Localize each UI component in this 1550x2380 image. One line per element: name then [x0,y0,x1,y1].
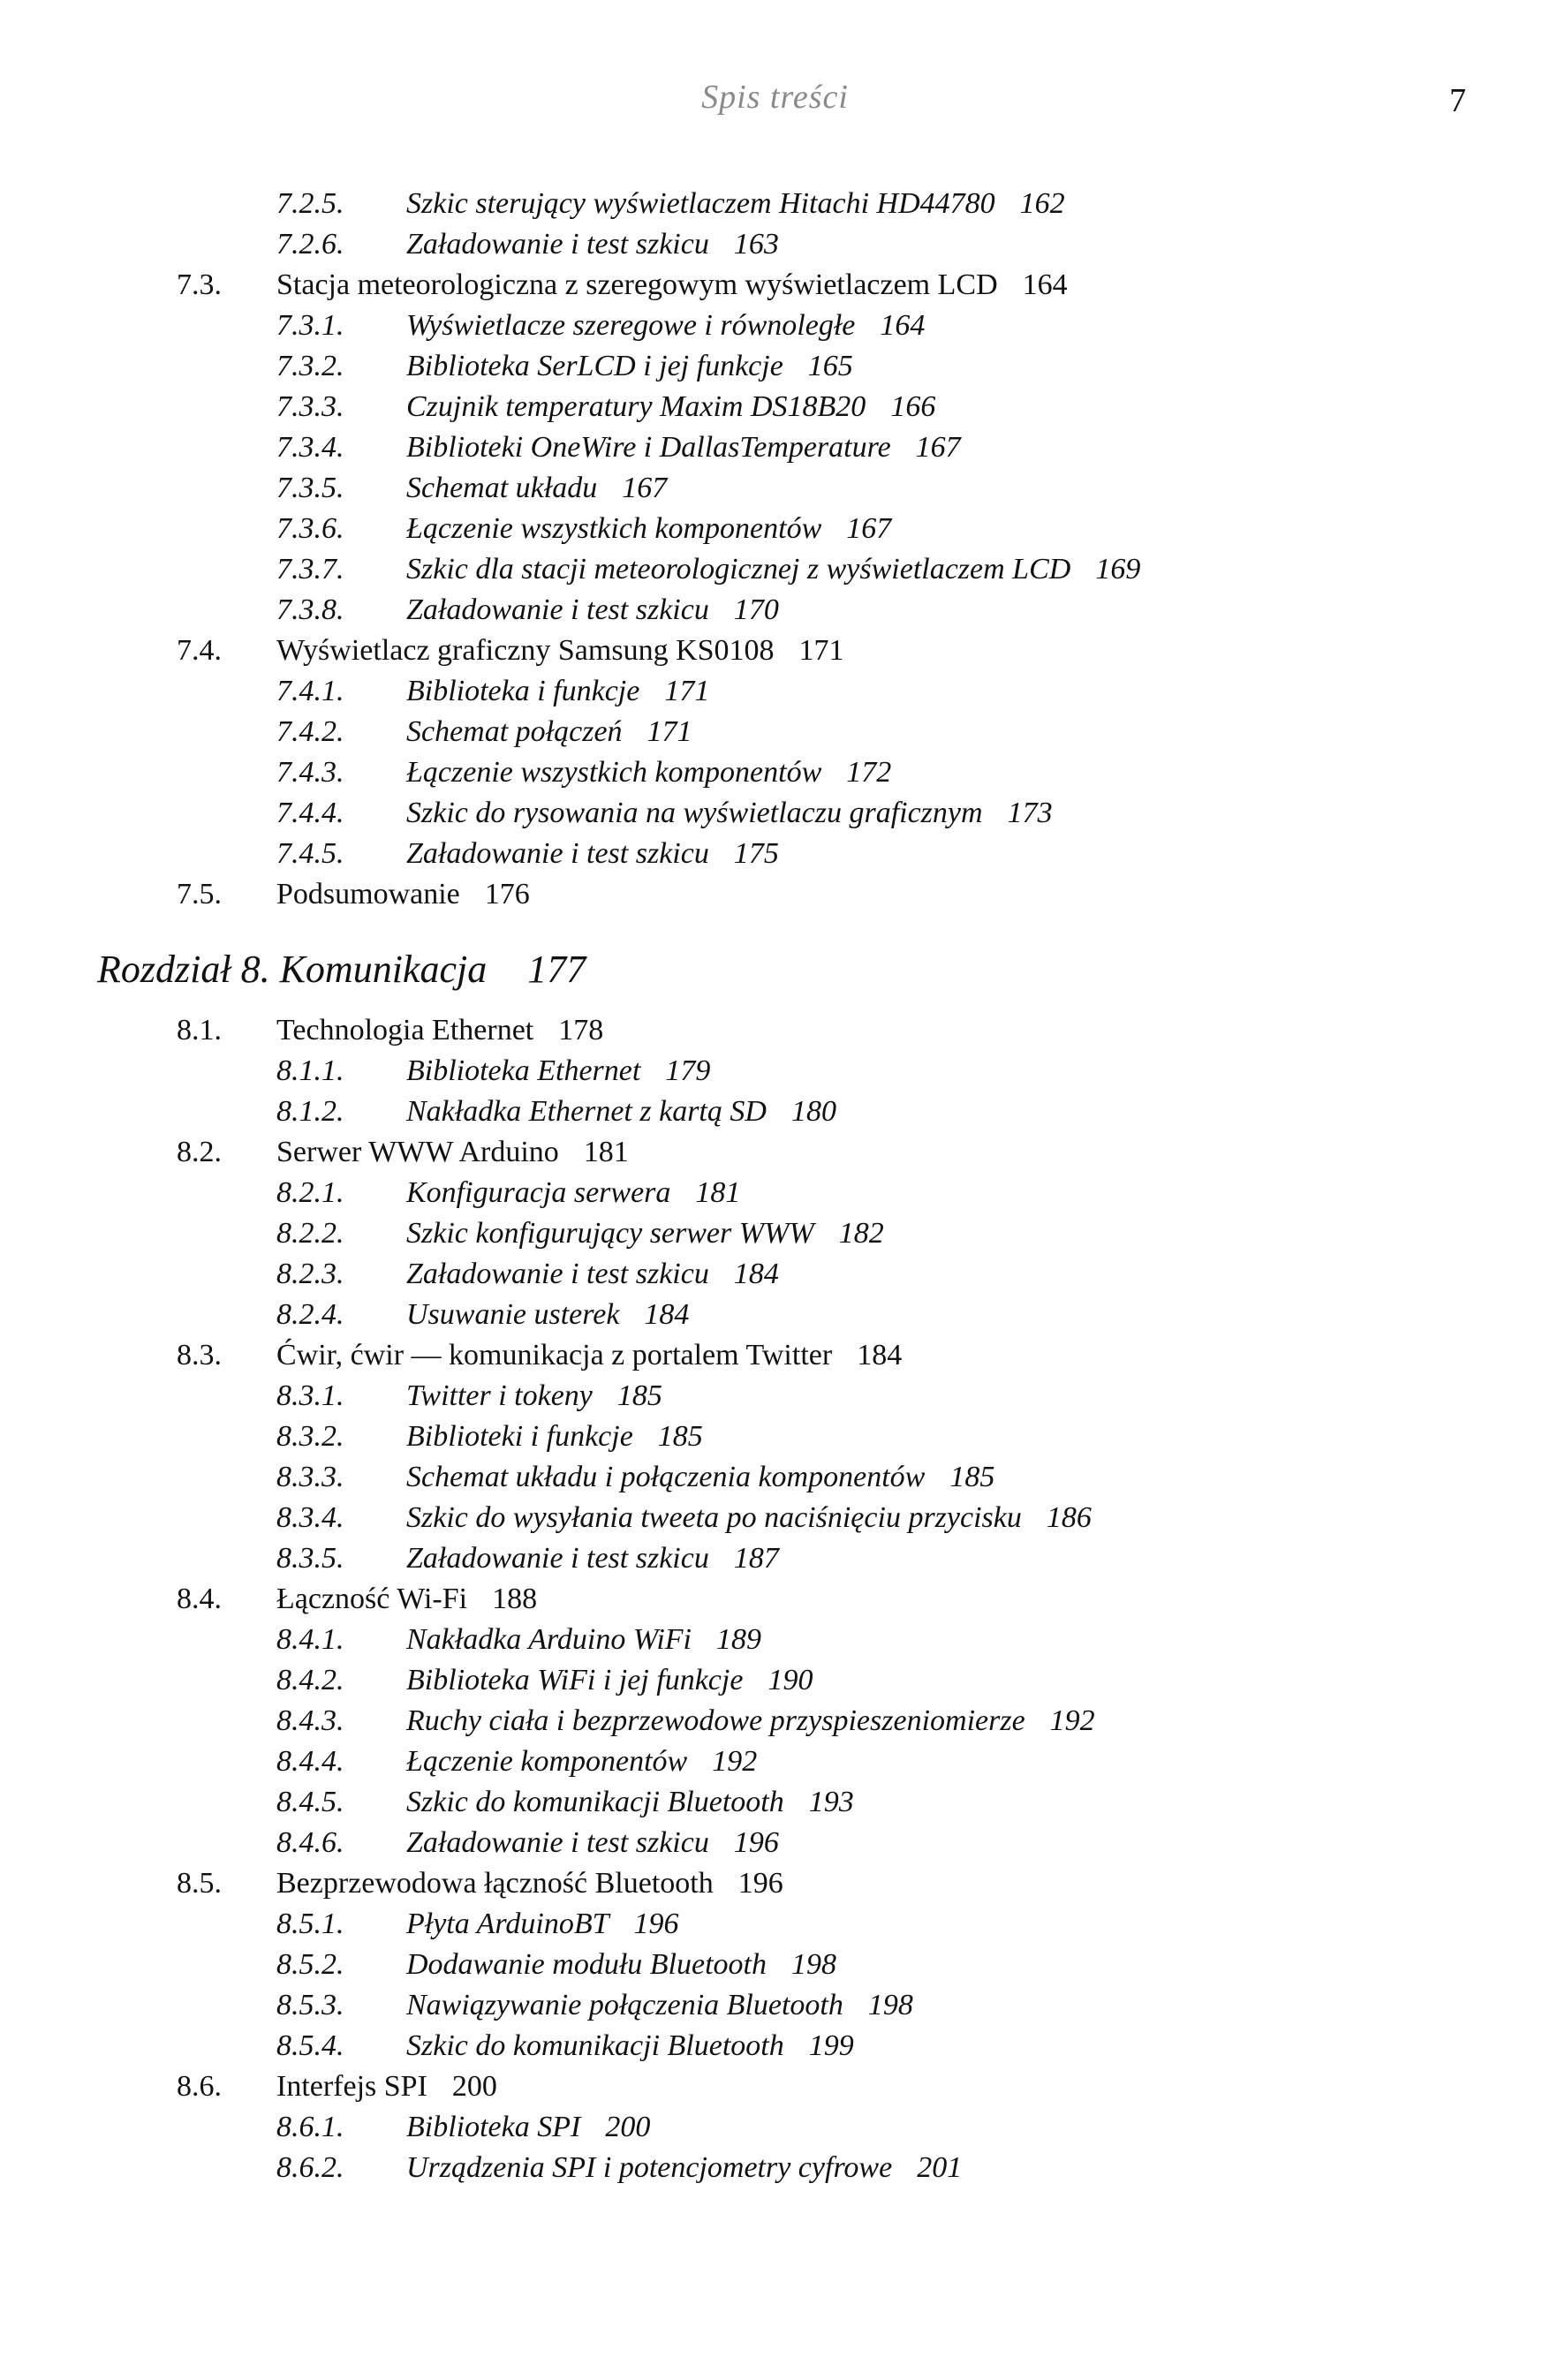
entry-page-number: 185 [616,1379,662,1412]
entry-page-number: 187 [733,1542,779,1575]
entry-title: Szkic do komunikacji Bluetooth [406,2029,784,2062]
toc-subsection-entry [0,468,1550,509]
entry-title: Nakładka Ethernet z kartą SD [406,1095,767,1128]
entry-page-number: 171 [798,634,844,667]
entry-title-group [406,306,925,346]
entry-title: Bezprzewodowa łączność Bluetooth [276,1867,714,1900]
entry-title: Szkic do wysyłania tweeta po naciśnięciu przycisku [406,1501,1022,1534]
entry-title: Łączenie komponentów [406,1745,688,1778]
entry-page-number: 200 [605,2111,651,2143]
toc-subsection-entry [0,1945,1550,1985]
entry-number: 8.3.5. [276,1542,344,1575]
toc-subsection-entry [0,549,1550,590]
entry-page-number: 192 [1049,1704,1095,1737]
entry-number: 8.5.2. [276,1948,344,1981]
entry-title-group [406,752,891,793]
entry-number: 7.3.7. [276,553,344,586]
toc-subsection-entry [0,793,1550,834]
toc-section-entry [0,631,1550,671]
entry-title: Biblioteki OneWire i DallasTemperature [406,431,891,464]
entry-number: 8.4.6. [276,1826,344,1859]
entry-number: 7.3.5. [276,472,344,504]
entry-page-number: 181 [695,1176,741,1209]
toc-subsection-entry [0,2148,1550,2188]
entry-number: 8.4.1. [276,1623,344,1656]
entry-title-group [276,874,530,915]
entry-title: Biblioteka WiFi i jej funkcje [406,1664,744,1696]
entry-title-group [406,1660,813,1701]
entry-title-group [276,1579,537,1620]
entry-number: 7.4.1. [276,675,344,707]
entry-title: Łączenie wszystkich komponentów [406,512,822,545]
toc-subsection-entry [0,1254,1550,1295]
entry-page-number: 180 [790,1095,836,1128]
entry-title: Szkic do rysowania na wyświetlaczu graficznym [406,797,983,829]
entry-title-group [406,2107,650,2148]
entry-title-group [406,1782,854,1823]
toc-subsection-entry [0,509,1550,549]
entry-title-group [406,1620,761,1660]
chapter-page-number: 177 [527,948,586,991]
entry-title: Ćwir, ćwir — komunikacja z portalem Twitter [276,1339,833,1371]
entry-page-number: 167 [622,472,668,504]
entry-title-group [276,2066,497,2107]
entry-title: Czujnik temperatury Maxim DS18B20 [406,390,866,423]
entry-title: Schemat połączeń [406,715,623,748]
entry-number: 7.3. [177,268,222,301]
entry-title-group [406,1945,836,1985]
entry-number: 7.2.5. [276,187,344,220]
entry-title-group [276,1863,783,1904]
toc-section-entry [0,265,1550,306]
entry-page-number: 200 [451,2070,497,2103]
entry-title-group [406,1295,689,1335]
entry-page-number: 185 [657,1420,703,1453]
entry-title-group [406,509,891,549]
entry-number: 7.3.3. [276,390,344,423]
entry-number: 7.5. [177,878,222,910]
entry-page-number: 185 [949,1461,995,1493]
toc-subsection-entry [0,1457,1550,1498]
entry-title: Szkic dla stacji meteorologicznej z wyświetlaczem LCD [406,553,1071,586]
entry-number: 7.3.1. [276,309,344,342]
entry-number: 8.4.3. [276,1704,344,1737]
entry-title-group [406,468,667,509]
entry-page-number: 184 [857,1339,903,1371]
toc-subsection-entry [0,1701,1550,1742]
toc-subsection-entry [0,1660,1550,1701]
entry-page-number: 182 [838,1217,884,1250]
entry-title-group [406,549,1140,590]
entry-page-number: 199 [808,2029,854,2062]
entry-number: 7.4.5. [276,837,344,870]
toc-subsection-entry [0,306,1550,346]
toc-subsection-entry [0,834,1550,874]
entry-title: Technologia Ethernet [276,1014,534,1046]
entry-number: 7.2.6. [276,228,344,261]
entry-title-group [406,184,1065,224]
entry-title-group [406,1701,1095,1742]
entry-number: 8.1.2. [276,1095,344,1128]
toc-subsection-entry [0,1295,1550,1335]
entry-number: 8.2.4. [276,1298,344,1331]
entry-number: 8.2.2. [276,1217,344,1250]
entry-title: Usuwanie usterek [406,1298,620,1331]
entry-title: Biblioteka Ethernet [406,1054,641,1087]
page-number: 7 [1449,82,1466,119]
entry-page-number: 189 [715,1623,761,1656]
entry-title: Szkic sterujący wyświetlaczem Hitachi HD44780 [406,187,995,220]
entry-title-group [406,1904,679,1945]
toc-section-entry [0,1010,1550,1051]
entry-number: 8.6.1. [276,2111,344,2143]
entry-number: 7.4.3. [276,756,344,789]
entry-title-group [406,2148,962,2188]
entry-page-number: 190 [767,1664,813,1696]
entry-number: 8.2.3. [276,1258,344,1290]
entry-page-number: 178 [558,1014,604,1046]
entry-title-group [406,1173,740,1213]
entry-title: Konfiguracja serwera [406,1176,671,1209]
entry-number: 7.3.4. [276,431,344,464]
entry-title: Załadowanie i test szkicu [406,1258,709,1290]
entry-number: 8.4.4. [276,1745,344,1778]
toc-subsection-entry [0,752,1550,793]
entry-number: 7.3.6. [276,512,344,545]
toc-subsection-entry [0,712,1550,752]
entry-title-group [406,1254,779,1295]
entry-number: 7.3.8. [276,593,344,626]
toc-section-entry [0,1579,1550,1620]
toc-subsection-entry [0,1782,1550,1823]
entry-title-group [406,834,779,874]
entry-title: Biblioteka i funkcje [406,675,640,707]
entry-number: 8.1. [177,1014,222,1046]
entry-page-number: 176 [484,878,530,910]
entry-page-number: 198 [867,1989,913,2021]
toc-subsection-entry [0,1417,1550,1457]
toc-subsection-entry [0,1620,1550,1660]
entry-title-group [406,1823,779,1863]
entry-number: 7.4.4. [276,797,344,829]
entry-number: 8.5.3. [276,1989,344,2021]
entry-title: Szkic do komunikacji Bluetooth [406,1786,784,1818]
toc-subsection-entry [0,671,1550,712]
entry-title-group [406,1376,662,1417]
entry-title: Dodawanie modułu Bluetooth [406,1948,767,1981]
entry-number: 8.1.1. [276,1054,344,1087]
entry-page-number: 186 [1046,1501,1092,1534]
entry-title: Łączność Wi-Fi [276,1583,468,1615]
entry-title: Załadowanie i test szkicu [406,837,709,870]
entry-title-group [276,631,844,671]
toc-subsection-entry [0,346,1550,387]
toc-subsection-entry [0,224,1550,265]
entry-page-number: 167 [915,431,961,464]
toc-subsection-entry [0,2026,1550,2066]
entry-number: 7.4. [177,634,222,667]
entry-page-number: 181 [583,1136,629,1168]
entry-number: 7.4.2. [276,715,344,748]
entry-title: Serwer WWW Arduino [276,1136,559,1168]
entry-page-number: 166 [890,390,936,423]
entry-title: Wyświetlacz graficzny Samsung KS0108 [276,634,775,667]
entry-title-group [276,1010,603,1051]
entry-title: Załadowanie i test szkicu [406,593,709,626]
toc-subsection-entry [0,1538,1550,1579]
entry-title-group [406,427,961,468]
entry-title: Stacja meteorologiczna z szeregowym wyświetlaczem LCD [276,268,998,301]
entry-page-number: 196 [633,1908,679,1940]
entry-title-group [406,346,853,387]
toc-subsection-entry [0,1092,1550,1132]
toc-subsection-entry [0,427,1550,468]
entry-page-number: 184 [733,1258,779,1290]
entry-title-group [406,1051,710,1092]
toc-section-entry [0,1863,1550,1904]
entry-title-group [406,1457,994,1498]
entry-title: Łączenie wszystkich komponentów [406,756,822,789]
entry-title-group [406,1213,884,1254]
toc-subsection-entry [0,590,1550,631]
entry-title-group [276,265,1068,306]
running-head: Spis treści [701,79,849,116]
entry-page-number: 163 [733,228,779,261]
toc-subsection-entry [0,1173,1550,1213]
entry-page-number: 179 [665,1054,711,1087]
entry-title: Biblioteka SPI [406,2111,581,2143]
entry-page-number: 162 [1019,187,1065,220]
entry-title: Interfejs SPI [276,2070,427,2103]
toc-section-entry [0,874,1550,915]
entry-page-number: 172 [846,756,892,789]
entry-title: Twitter i tokeny [406,1379,593,1412]
entry-page-number: 170 [733,593,779,626]
entry-page-number: 175 [733,837,779,870]
entry-title: Podsumowanie [276,878,460,910]
chapter-title [97,922,586,1017]
entry-title-group [406,590,779,631]
toc-subsection-entry [0,1985,1550,2026]
entry-page-number: 184 [644,1298,690,1331]
entry-title: Urządzenia SPI i potencjometry cyfrowe [406,2151,893,2184]
entry-number: 7.3.2. [276,350,344,382]
entry-number: 8.3.3. [276,1461,344,1493]
toc-subsection-entry [0,387,1550,427]
toc-subsection-entry [0,184,1550,224]
entry-number: 8.3.1. [276,1379,344,1412]
entry-page-number: 171 [646,715,692,748]
toc-chapter-heading [0,915,1550,1010]
toc-section-entry [0,2066,1550,2107]
entry-title: Nawiązywanie połączenia Bluetooth [406,1989,843,2021]
entry-title-group [406,671,709,712]
entry-number: 8.4. [177,1583,222,1615]
entry-title-group [406,1417,703,1457]
toc-subsection-entry [0,1051,1550,1092]
chapter-title-text: Rozdział 8. Komunikacja [97,948,488,991]
toc-subsection-entry [0,1498,1550,1538]
entry-page-number: 165 [807,350,853,382]
entry-page-number: 164 [880,309,926,342]
entry-title-group [406,2026,854,2066]
entry-number: 8.4.5. [276,1786,344,1818]
entry-number: 8.5.1. [276,1908,344,1940]
entry-title-group [406,224,779,265]
entry-page-number: 196 [737,1867,783,1900]
entry-title: Płyta ArduinoBT [406,1908,609,1940]
entry-title-group [406,793,1053,834]
entry-page-number: 171 [664,675,710,707]
toc-subsection-entry [0,1376,1550,1417]
entry-page-number: 196 [733,1826,779,1859]
entry-title-group [406,1985,913,2026]
entry-number: 8.3.2. [276,1420,344,1453]
entry-title: Schemat układu i połączenia komponentów [406,1461,926,1493]
entry-page-number: 164 [1022,268,1068,301]
entry-title-group [276,1132,629,1173]
toc-subsection-entry [0,2107,1550,2148]
entry-page-number: 167 [846,512,892,545]
entry-page-number: 173 [1007,797,1053,829]
table-of-contents [0,184,1550,2188]
toc-subsection-entry [0,1213,1550,1254]
entry-page-number: 193 [808,1786,854,1818]
entry-title-group [406,1742,757,1782]
toc-subsection-entry [0,1742,1550,1782]
entry-title-group [406,1498,1092,1538]
entry-page-number: 169 [1095,553,1141,586]
entry-title: Załadowanie i test szkicu [406,228,709,261]
entry-title: Nakładka Arduino WiFi [406,1623,692,1656]
entry-number: 8.4.2. [276,1664,344,1696]
entry-number: 8.3. [177,1339,222,1371]
entry-number: 8.2.1. [276,1176,344,1209]
entry-title: Szkic konfigurujący serwer WWW [406,1217,814,1250]
entry-title: Biblioteka SerLCD i jej funkcje [406,350,783,382]
toc-subsection-entry [0,1904,1550,1945]
toc-section-entry [0,1335,1550,1376]
entry-page-number: 192 [712,1745,758,1778]
entry-number: 8.5. [177,1867,222,1900]
entry-title-group [406,712,692,752]
entry-title-group [406,1538,779,1579]
entry-number: 8.6.2. [276,2151,344,2184]
entry-title: Schemat układu [406,472,598,504]
entry-title: Załadowanie i test szkicu [406,1826,709,1859]
entry-number: 8.2. [177,1136,222,1168]
entry-number: 8.3.4. [276,1501,344,1534]
entry-page-number: 188 [492,1583,538,1615]
entry-number: 8.5.4. [276,2029,344,2062]
entry-title: Ruchy ciała i bezprzewodowe przyspieszeniomierze [406,1704,1025,1737]
toc-subsection-entry [0,1823,1550,1863]
toc-section-entry [0,1132,1550,1173]
entry-title: Załadowanie i test szkicu [406,1542,709,1575]
entry-title-group [406,387,935,427]
entry-title-group [276,1335,902,1376]
entry-title-group [406,1092,836,1132]
entry-page-number: 201 [917,2151,963,2184]
entry-page-number: 198 [790,1948,836,1981]
entry-title: Wyświetlacze szeregowe i równoległe [406,309,856,342]
entry-title: Biblioteki i funkcje [406,1420,633,1453]
entry-number: 8.6. [177,2070,222,2103]
